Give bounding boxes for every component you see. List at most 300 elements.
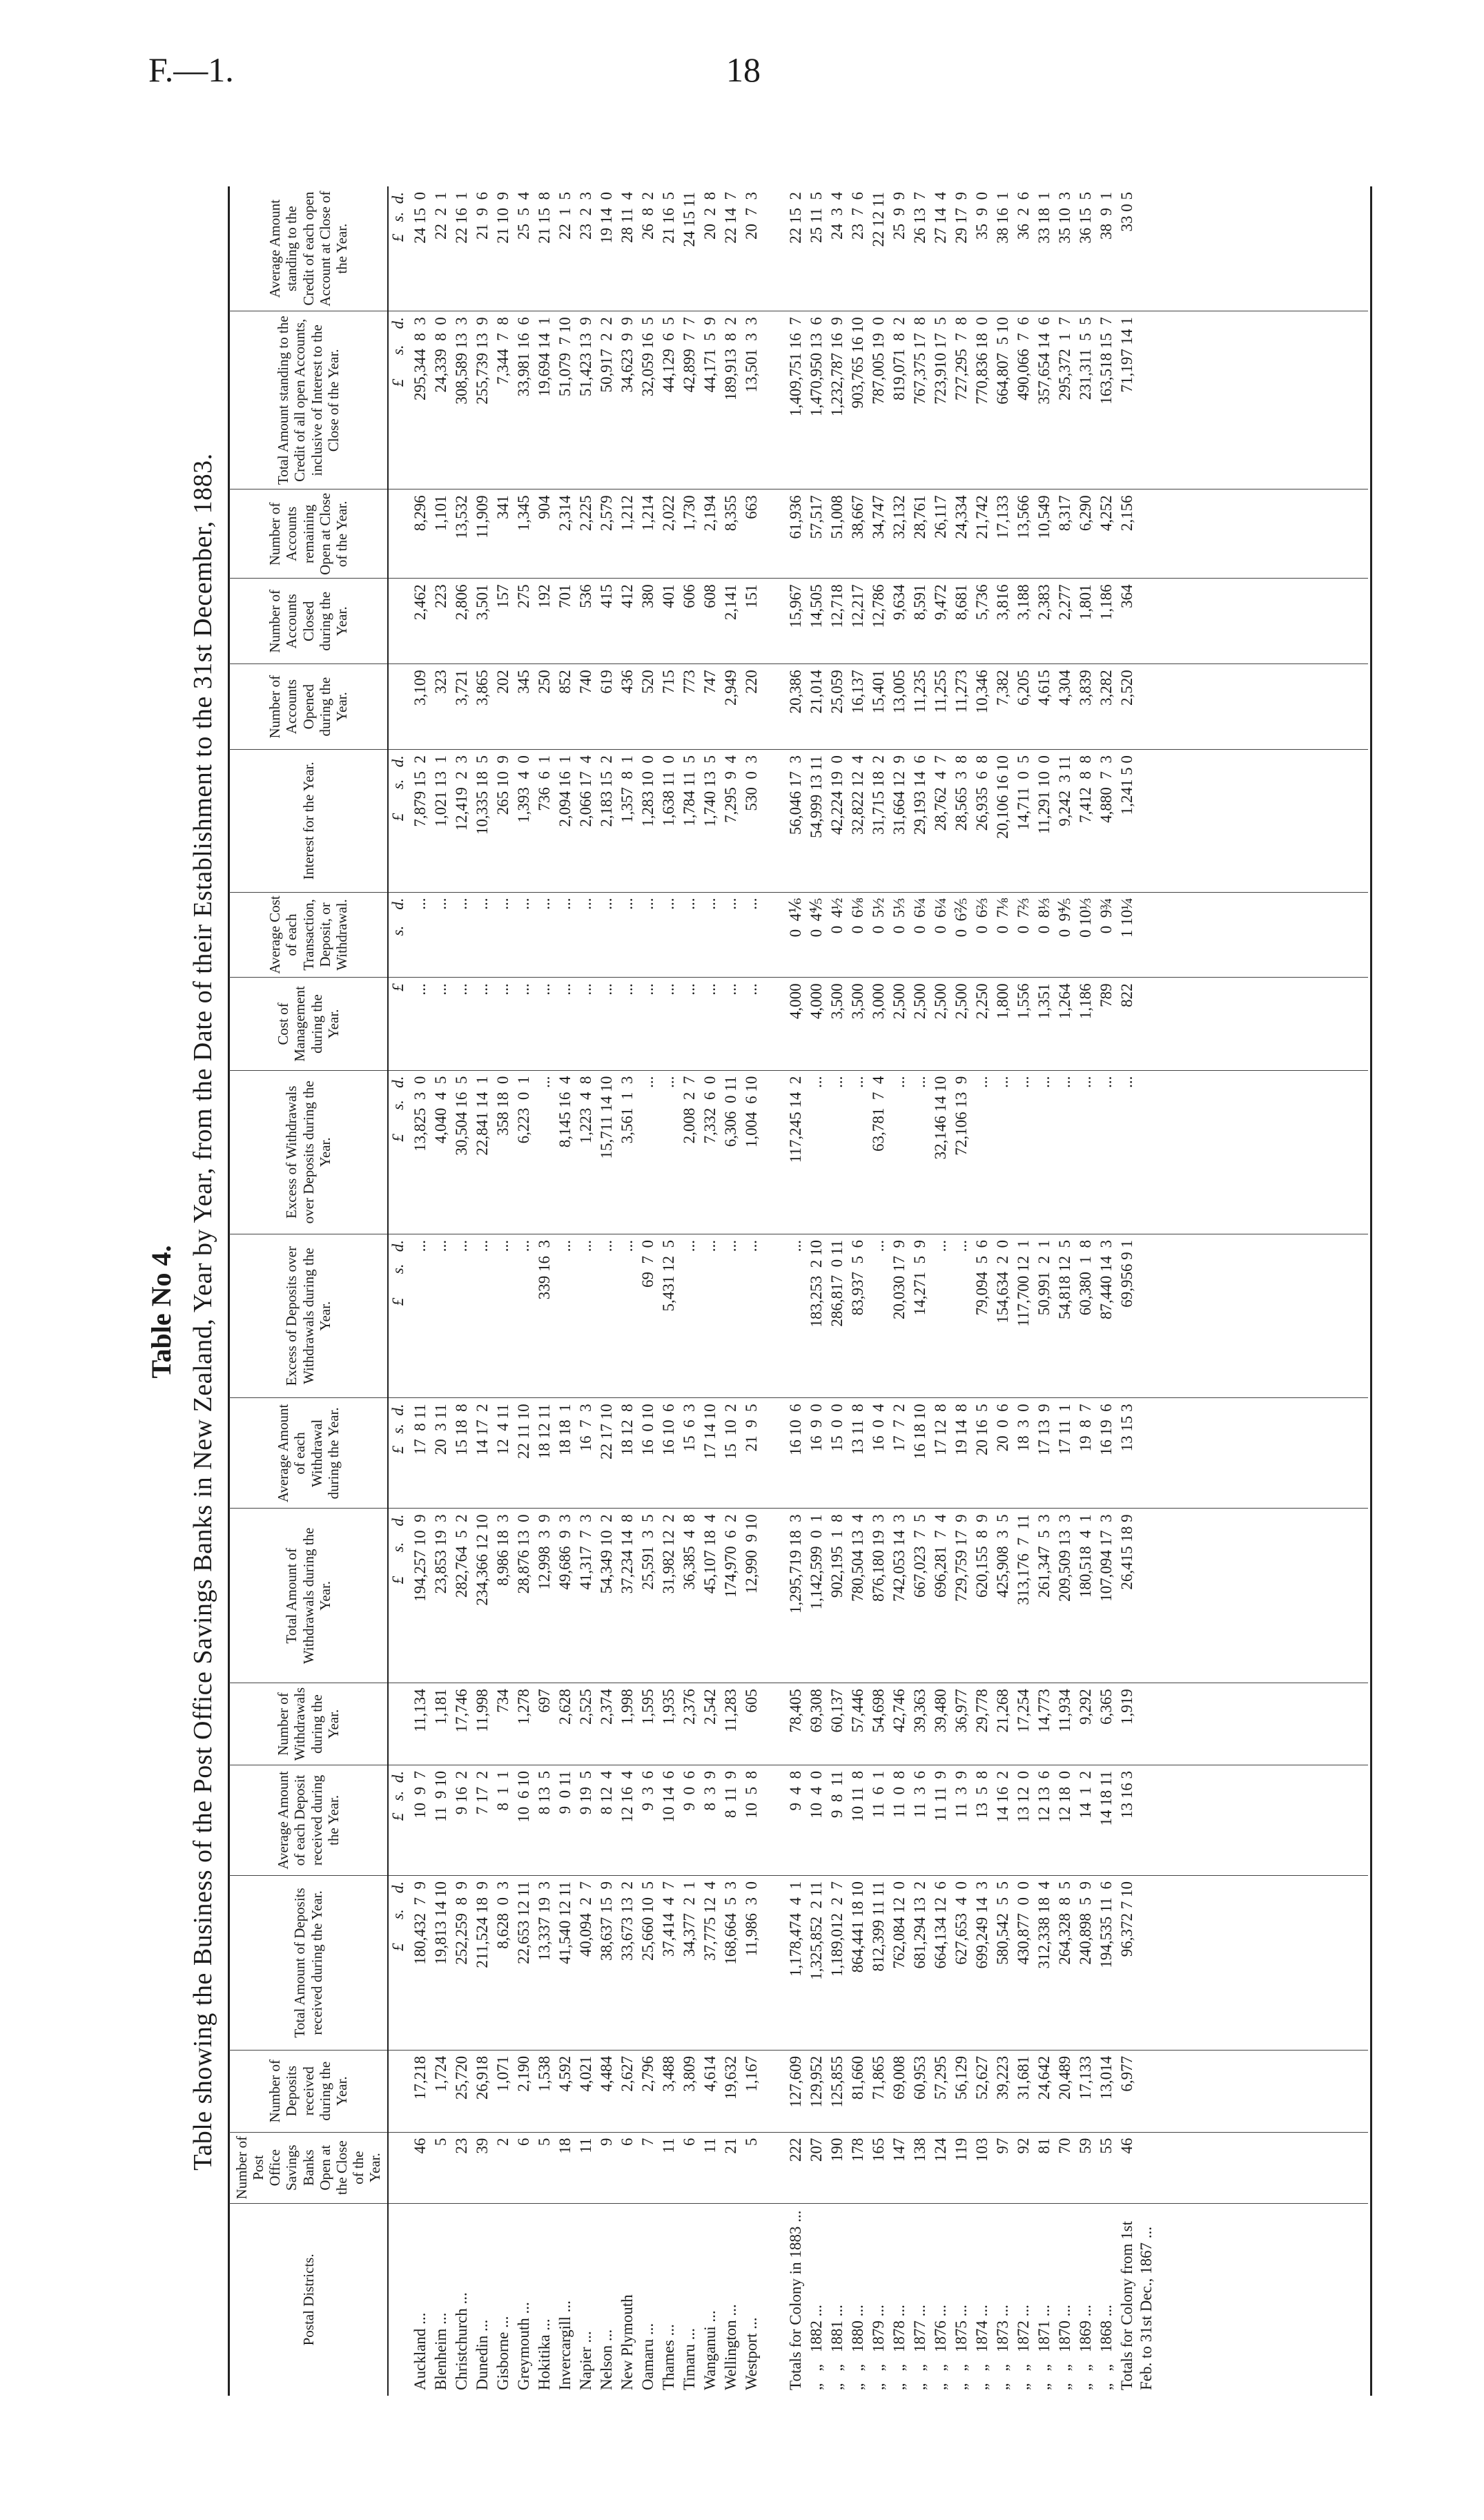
district-cell: ... xyxy=(411,983,429,996)
totals-cell: 194,535 11 6 xyxy=(1097,1881,1115,1968)
district-cell: 26 8 2 xyxy=(639,192,657,240)
district-cell: 1,167 xyxy=(743,2055,761,2092)
district-cell: 9 16 2 xyxy=(453,1770,471,1815)
totals-cell: 21,014 xyxy=(808,670,826,714)
district-cell: ... xyxy=(453,983,471,996)
section-gap xyxy=(763,983,786,1064)
totals-cell: 9,292 xyxy=(1077,1689,1095,1725)
totals-cell: 23 7 6 xyxy=(849,192,867,240)
district-cell: 174,970 6 2 xyxy=(722,1514,740,1598)
totals-cell: 18 3 0 xyxy=(1015,1404,1033,1452)
district-cell: 2,627 xyxy=(618,2055,636,2092)
totals-cell: 117,245 14 2 xyxy=(787,1076,805,1163)
district-cell: 28 11 4 xyxy=(618,192,636,243)
totals-label: „ „ 1881 ... xyxy=(828,2305,846,2390)
section-gap xyxy=(763,1404,786,1502)
district-cell: 7 xyxy=(639,2138,657,2146)
district-cell: 2,628 xyxy=(556,1689,574,1725)
district-cell: 2,194 xyxy=(701,495,719,532)
totals-cell: 0 10⅓ xyxy=(1077,898,1095,938)
district-cell: ... xyxy=(660,983,678,996)
totals-cell: ... xyxy=(808,1076,826,1088)
district-cell: ... xyxy=(598,1239,616,1252)
totals-cell: 56,046 17 3 xyxy=(787,755,805,835)
totals-cell: 1,325,852 2 11 xyxy=(808,1881,826,1980)
totals-cell: 1,919 xyxy=(1118,1689,1136,1725)
totals-cell: 876,180 19 3 xyxy=(870,1514,888,1602)
district-cell: 5 xyxy=(743,2138,761,2146)
totals-cell: 667,023 7 5 xyxy=(911,1514,929,1598)
district-cell: 9 0 11 xyxy=(556,1770,574,1814)
totals-cell: 60,380 1 8 xyxy=(1077,1239,1095,1316)
header-banks-open: Number of Post Office Savings Banks Open at the Close of the Year. xyxy=(229,2132,388,2203)
district-cell: 339 16 3 xyxy=(536,1239,554,1300)
district-cell: 8 12 4 xyxy=(598,1770,616,1815)
district-cell: 34,377 2 1 xyxy=(681,1881,699,1957)
district-cell: 20 2 8 xyxy=(701,192,719,240)
district-cell: 747 xyxy=(701,670,719,694)
unit-label xyxy=(389,584,411,658)
district-cell: 308,589 13 3 xyxy=(453,317,471,405)
totals-cell: 762,084 12 0 xyxy=(890,1881,908,1969)
district-cell: 20 3 11 xyxy=(432,1404,450,1455)
district-cell: 282,764 5 2 xyxy=(453,1514,471,1598)
district-cell: 22 11 10 xyxy=(515,1404,533,1460)
district-cell: 7,332 6 0 xyxy=(701,1076,719,1144)
district-cell: 11 9 10 xyxy=(432,1770,450,1822)
totals-cell: 154,634 2 0 xyxy=(994,1239,1012,1324)
district-cell: 1,730 xyxy=(681,495,699,532)
district-cell: ... xyxy=(681,898,699,910)
district-cell: 1,724 xyxy=(432,2055,450,2092)
totals-cell: 15 0 0 xyxy=(828,1404,846,1452)
district-cell: 19 14 0 xyxy=(598,192,616,244)
totals-cell: 178 xyxy=(849,2138,867,2162)
totals-cell: 222 xyxy=(787,2138,805,2162)
district-cell: 19,694 14 1 xyxy=(536,317,554,397)
totals-label: „ „ 1882 ... xyxy=(808,2305,826,2390)
district-cell: 45,107 18 4 xyxy=(701,1514,719,1594)
district-cell: 51,079 7 10 xyxy=(556,317,574,397)
district-cell: ... xyxy=(453,898,471,910)
district-cell: 24,339 8 0 xyxy=(432,317,450,393)
section-gap xyxy=(763,192,786,305)
district-cell: 4,592 xyxy=(556,2055,574,2092)
totals-cell: 3,839 xyxy=(1077,670,1095,706)
totals-cell: 11 3 6 xyxy=(911,1770,929,1819)
district-cell: 1,071 xyxy=(494,2055,512,2092)
district-cell: 8 13 5 xyxy=(536,1770,554,1815)
district-cell: 15 10 2 xyxy=(722,1404,740,1460)
district-cell: 33,673 13 2 xyxy=(618,1881,636,1961)
section-gap xyxy=(763,670,786,744)
totals-cell: 822 xyxy=(1118,983,1136,1007)
totals-cell: 9 8 11 xyxy=(828,1770,846,1819)
column-cells xyxy=(388,1683,1368,1765)
totals-label: „ „ 1875 ... xyxy=(953,2305,970,2390)
totals-cell: 72,106 13 9 xyxy=(953,1076,970,1156)
district-cell: 220 xyxy=(743,670,761,694)
totals-cell: 20,030 17 9 xyxy=(890,1239,908,1319)
district-cell: 36,385 4 8 xyxy=(681,1514,699,1590)
totals-cell: 21,268 xyxy=(994,1689,1012,1733)
totals-cell: 902,195 1 8 xyxy=(828,1514,846,1598)
district-cell: 19,813 14 10 xyxy=(432,1881,450,1965)
section-gap xyxy=(763,898,786,972)
section-gap xyxy=(763,2056,786,2126)
totals-cell: ... xyxy=(953,1239,970,1252)
column-cells xyxy=(388,664,1368,750)
totals-cell: 14 1 2 xyxy=(1077,1770,1095,1819)
district-name: Gisborne ... xyxy=(494,2316,512,2390)
district-cell: 345 xyxy=(515,670,533,694)
totals-label: Totals for Colony in 1883 ... xyxy=(787,2210,805,2390)
totals-cell: 125,855 xyxy=(828,2055,846,2108)
district-cell: 11,909 xyxy=(473,495,491,539)
totals-cell: 727,295 7 8 xyxy=(953,317,970,401)
district-cell: 168,664 5 3 xyxy=(722,1881,740,1965)
district-cell: 211,524 18 9 xyxy=(473,1881,491,1968)
district-cell: 14 17 2 xyxy=(473,1404,491,1456)
totals-cell: 31,664 12 9 xyxy=(890,755,908,835)
district-cell: 15 18 8 xyxy=(453,1404,471,1456)
totals-cell: 8,681 xyxy=(953,584,970,621)
district-cell: 4,021 xyxy=(577,2055,595,2092)
totals-cell: 165 xyxy=(870,2138,888,2162)
totals-cell: 36 2 6 xyxy=(1015,192,1033,240)
district-cell: 1,357 8 1 xyxy=(618,755,636,823)
totals-cell: 696,281 7 4 xyxy=(932,1514,950,1598)
totals-label: „ „ 1868 ... xyxy=(1097,2305,1115,2390)
totals-cell: 28,565 3 8 xyxy=(953,755,970,831)
section-gap xyxy=(763,1771,786,1870)
totals-cell: 127,609 xyxy=(787,2055,805,2108)
district-cell: 10 5 8 xyxy=(743,1770,761,1819)
totals-cell: 6,977 xyxy=(1118,2055,1136,2092)
column-cells xyxy=(388,311,1368,490)
totals-cell: 723,910 17 5 xyxy=(932,317,950,405)
district-cell: ... xyxy=(722,983,740,996)
totals-cell: 38 16 1 xyxy=(994,192,1012,244)
totals-cell: 29 17 9 xyxy=(953,192,970,244)
totals-cell: 2,500 xyxy=(911,983,929,1020)
district-cell: 11 xyxy=(577,2138,595,2153)
totals-cell: 124 xyxy=(932,2138,950,2162)
totals-cell: 16,137 xyxy=(849,670,867,714)
district-cell: ... xyxy=(639,898,657,910)
district-name: New Plymouth xyxy=(618,2294,636,2390)
totals-cell: ... xyxy=(1097,1076,1115,1088)
totals-cell: 26 13 7 xyxy=(911,192,929,244)
district-cell: 16 0 10 xyxy=(639,1404,657,1456)
totals-cell: 97 xyxy=(994,2138,1012,2154)
district-cell: 1,004 6 10 xyxy=(743,1076,761,1148)
totals-label: „ „ 1872 ... xyxy=(1015,2305,1033,2390)
unit-label: £ s. d. xyxy=(389,1404,407,1454)
totals-cell: 207 xyxy=(808,2138,826,2162)
totals-cell: 11,235 xyxy=(911,670,929,713)
totals-cell: 42,224 19 0 xyxy=(828,755,846,835)
district-cell: 8,145 16 4 xyxy=(556,1076,574,1148)
header-withdrawal-average: Average Amount of each Withdrawal during the Year. xyxy=(229,1398,388,1509)
totals-cell: 138 xyxy=(911,2138,929,2162)
district-name: Westport ... xyxy=(743,2317,761,2390)
district-cell: 7,295 9 4 xyxy=(722,755,740,823)
district-cell: ... xyxy=(556,1239,574,1252)
totals-cell: 13,566 xyxy=(1015,495,1033,539)
district-cell: 39 xyxy=(473,2138,491,2154)
district-cell: 41,317 7 3 xyxy=(577,1514,595,1590)
district-cell: 520 xyxy=(639,670,657,694)
district-cell: 10 9 7 xyxy=(411,1770,429,1819)
totals-label: Totals for Colony from 1st Feb. to 31st Dec., 1867 ... xyxy=(1118,2221,1155,2390)
district-cell: 852 xyxy=(556,670,574,694)
district-cell: 265 10 9 xyxy=(494,755,512,815)
totals-cell: 17,133 xyxy=(1077,2055,1095,2100)
district-cell: 38,637 15 9 xyxy=(598,1881,616,1961)
totals-cell: 6,290 xyxy=(1077,495,1095,532)
district-cell: ... xyxy=(639,1076,657,1088)
totals-cell: 9,242 3 11 xyxy=(1056,755,1074,826)
rotated-table-sheet xyxy=(124,173,1394,2451)
district-name: Oamaru ... xyxy=(639,2323,657,2390)
totals-cell: 183,253 2 10 xyxy=(808,1239,826,1328)
section-gap xyxy=(763,1689,786,1759)
totals-cell: 35 10 3 xyxy=(1056,192,1074,244)
totals-cell: 20 0 6 xyxy=(994,1404,1012,1452)
unit-label: £ s. d. xyxy=(389,1881,407,1951)
district-name: Blenheim ... xyxy=(432,2312,450,2390)
district-name: Thames ... xyxy=(660,2324,678,2390)
column-cells xyxy=(388,892,1368,978)
district-cell: 412 xyxy=(618,584,636,608)
totals-cell: 11 6 1 xyxy=(870,1770,888,1819)
totals-cell: ... xyxy=(870,1239,888,1252)
totals-cell: 21,742 xyxy=(973,495,991,539)
totals-cell: 29,778 xyxy=(973,1689,991,1733)
district-cell: 17,746 xyxy=(453,1689,471,1733)
district-cell: ... xyxy=(473,898,491,910)
district-cell: 22 16 1 xyxy=(453,192,471,244)
district-cell: 11,134 xyxy=(411,1689,429,1732)
header-cost-management: Cost of Management during the Year. xyxy=(229,978,388,1070)
totals-cell: 364 xyxy=(1118,584,1136,608)
district-cell: 7 17 2 xyxy=(473,1770,491,1815)
totals-cell: 24 3 4 xyxy=(828,192,846,240)
totals-cell: 14,773 xyxy=(1035,1689,1053,1733)
district-cell: 12,998 3 9 xyxy=(536,1514,554,1590)
district-cell: 21 9 5 xyxy=(743,1404,761,1452)
district-cell: ... xyxy=(515,898,533,910)
totals-cell: 38 9 1 xyxy=(1097,192,1115,240)
district-cell: 25,720 xyxy=(453,2055,471,2100)
totals-cell: 2,500 xyxy=(932,983,950,1020)
totals-cell: 1,351 xyxy=(1035,983,1053,1020)
section-gap xyxy=(763,495,786,572)
district-cell: 8 11 9 xyxy=(722,1770,740,1819)
district-cell: 194,257 10 9 xyxy=(411,1514,429,1602)
totals-cell: 147 xyxy=(890,2138,908,2162)
totals-cell: 2,250 xyxy=(973,983,991,1020)
totals-cell: 1,556 xyxy=(1015,983,1033,1020)
district-cell: 436 xyxy=(618,670,636,694)
totals-cell: 180,518 4 1 xyxy=(1077,1514,1095,1598)
totals-cell: 36 15 5 xyxy=(1077,192,1095,244)
totals-cell: 4,000 xyxy=(808,983,826,1020)
totals-cell: 25,059 xyxy=(828,670,846,714)
totals-cell: 0 7⅔ xyxy=(1015,898,1033,934)
district-cell: ... xyxy=(577,983,595,996)
district-cell: 23 2 3 xyxy=(577,192,595,240)
totals-cell: 12,786 xyxy=(870,584,888,628)
totals-cell: 313,176 7 11 xyxy=(1015,1514,1033,1605)
unit-label xyxy=(389,495,411,572)
totals-cell: 2,277 xyxy=(1056,584,1074,621)
totals-cell: 3,816 xyxy=(994,584,1012,621)
totals-cell: ... xyxy=(911,1076,929,1088)
totals-cell: 59 xyxy=(1077,2138,1095,2154)
totals-cell: 57,295 xyxy=(932,2055,950,2100)
district-cell: 2,462 xyxy=(411,584,429,621)
totals-cell: 39,223 xyxy=(994,2055,1012,2100)
totals-cell: 9,472 xyxy=(932,584,950,621)
totals-cell: 26,117 xyxy=(932,495,950,539)
totals-cell: 25 9 9 xyxy=(890,192,908,240)
district-cell: 13,532 xyxy=(453,495,471,539)
district-cell: 1,278 xyxy=(515,1689,533,1725)
totals-cell: 26,935 6 8 xyxy=(973,755,991,831)
district-cell: ... xyxy=(494,983,512,996)
column-cells xyxy=(388,1234,1368,1397)
district-cell: 180,432 7 9 xyxy=(411,1881,429,1965)
table-number: Table No 4. xyxy=(146,1245,177,1379)
totals-cell: 264,328 8 5 xyxy=(1056,1881,1074,1965)
district-cell: 40,094 2 7 xyxy=(577,1881,595,1957)
totals-cell: 699,249 14 3 xyxy=(973,1881,991,1969)
totals-cell: 286,817 0 11 xyxy=(828,1239,846,1327)
totals-cell: 1 10¼ xyxy=(1118,898,1136,938)
district-cell: 2,376 xyxy=(681,1689,699,1725)
totals-cell: 780,504 13 4 xyxy=(849,1514,867,1602)
totals-cell: 70 xyxy=(1056,2138,1074,2154)
totals-cell: 4,252 xyxy=(1097,495,1115,532)
totals-cell: ... xyxy=(1118,1076,1136,1088)
district-cell: ... xyxy=(536,898,554,910)
totals-cell: 52,627 xyxy=(973,2055,991,2100)
totals-cell: ... xyxy=(1077,1076,1095,1088)
totals-cell: 34,747 xyxy=(870,495,888,539)
totals-cell: 11 11 9 xyxy=(932,1770,950,1822)
header-cost-per-transaction: Average Cost of each Transaction, Deposit, or Withdrawal. xyxy=(229,892,388,978)
district-name: Wanganui ... xyxy=(701,2310,719,2390)
totals-cell: 190 xyxy=(828,2138,846,2162)
district-cell: 9 xyxy=(598,2138,616,2146)
totals-cell: 38,667 xyxy=(849,495,867,539)
district-cell: 13,825 3 0 xyxy=(411,1076,429,1152)
totals-cell: 117,700 12 1 xyxy=(1015,1239,1033,1327)
district-cell: 41,540 12 11 xyxy=(556,1881,574,1964)
totals-cell: 0 6⅛ xyxy=(849,898,867,934)
district-cell: 2,542 xyxy=(701,1689,719,1725)
district-cell: 54,349 10 2 xyxy=(598,1514,616,1594)
district-cell: 28,876 13 0 xyxy=(515,1514,533,1594)
district-cell: 3,721 xyxy=(453,670,471,706)
district-cell: ... xyxy=(411,898,429,910)
totals-cell: 3,188 xyxy=(1015,584,1033,621)
totals-cell: 12 18 0 xyxy=(1056,1770,1074,1823)
totals-cell: 32,146 14 10 xyxy=(932,1076,950,1160)
section-gap xyxy=(763,2209,786,2390)
totals-cell: 1,264 xyxy=(1056,983,1074,1020)
district-cell: 17 8 11 xyxy=(411,1404,429,1455)
district-cell: 11,986 3 0 xyxy=(743,1881,761,1957)
district-cell: 21 15 8 xyxy=(536,192,554,244)
totals-cell: 5,736 xyxy=(973,584,991,621)
totals-cell: 0 4⅙ xyxy=(787,898,805,938)
totals-cell: 14,505 xyxy=(808,584,826,628)
totals-cell: 425,908 3 5 xyxy=(994,1514,1012,1598)
page-code: F.—1. xyxy=(148,50,234,89)
district-cell: 3,865 xyxy=(473,670,491,706)
district-cell: ... xyxy=(577,898,595,910)
totals-cell: 12 13 6 xyxy=(1035,1770,1053,1823)
totals-cell: 12,718 xyxy=(828,584,846,628)
totals-cell: 8,591 xyxy=(911,584,929,621)
district-cell: 18 18 1 xyxy=(556,1404,574,1456)
district-cell: 49,686 9 3 xyxy=(556,1514,574,1590)
totals-cell: 4,304 xyxy=(1056,670,1074,706)
district-cell: 42,899 7 7 xyxy=(681,317,699,393)
totals-cell: 11,255 xyxy=(932,670,950,713)
column-cells xyxy=(388,2132,1368,2203)
district-cell: 1,740 13 5 xyxy=(701,755,719,827)
district-cell: ... xyxy=(701,1239,719,1252)
totals-cell: 33 0 5 xyxy=(1118,192,1136,232)
totals-cell: 240,898 5 9 xyxy=(1077,1881,1095,1965)
totals-cell: 71,865 xyxy=(870,2055,888,2100)
district-cell: 5 xyxy=(432,2138,450,2146)
totals-cell: 27 14 4 xyxy=(932,192,950,244)
district-name: Hokitika ... xyxy=(536,2318,554,2390)
totals-cell: 0 9¾ xyxy=(1097,898,1115,934)
totals-cell: 664,807 5 10 xyxy=(994,317,1012,405)
totals-cell: 2,383 xyxy=(1035,584,1053,621)
header-excess-deposits: Excess of Deposits over Withdrawals during the Year. xyxy=(229,1234,388,1397)
district-cell: 663 xyxy=(743,495,761,519)
unit-label: £ s. d. xyxy=(389,1770,407,1821)
header-accounts-opened: Number of Accounts Opened during the Year. xyxy=(229,664,388,750)
district-cell: 1,223 4 8 xyxy=(577,1076,595,1144)
totals-cell: 812,399 11 11 xyxy=(870,1881,888,1972)
totals-cell: 63,781 7 4 xyxy=(870,1076,888,1152)
district-cell: 51,423 13 9 xyxy=(577,317,595,397)
district-cell: 6,306 0 11 xyxy=(722,1076,740,1147)
district-cell: 1,181 xyxy=(432,1689,450,1725)
totals-cell: 60,137 xyxy=(828,1689,846,1733)
totals-cell: 50,991 2 1 xyxy=(1035,1239,1053,1316)
district-cell: 25,660 10 5 xyxy=(639,1881,657,1961)
totals-cell: 81,660 xyxy=(849,2055,867,2100)
district-name: Christchurch ... xyxy=(453,2292,471,2390)
header-deposits-count: Number of Deposits received during the Year. xyxy=(229,2050,388,2132)
totals-cell: 1,186 xyxy=(1077,983,1095,1020)
district-cell: 701 xyxy=(556,584,574,608)
totals-cell: 1,241 5 0 xyxy=(1118,755,1136,815)
totals-cell: 36,977 xyxy=(953,1689,970,1733)
totals-cell: 17 11 1 xyxy=(1056,1404,1074,1455)
district-cell: 2,949 xyxy=(722,670,740,706)
totals-label: „ „ 1874 ... xyxy=(973,2305,991,2390)
